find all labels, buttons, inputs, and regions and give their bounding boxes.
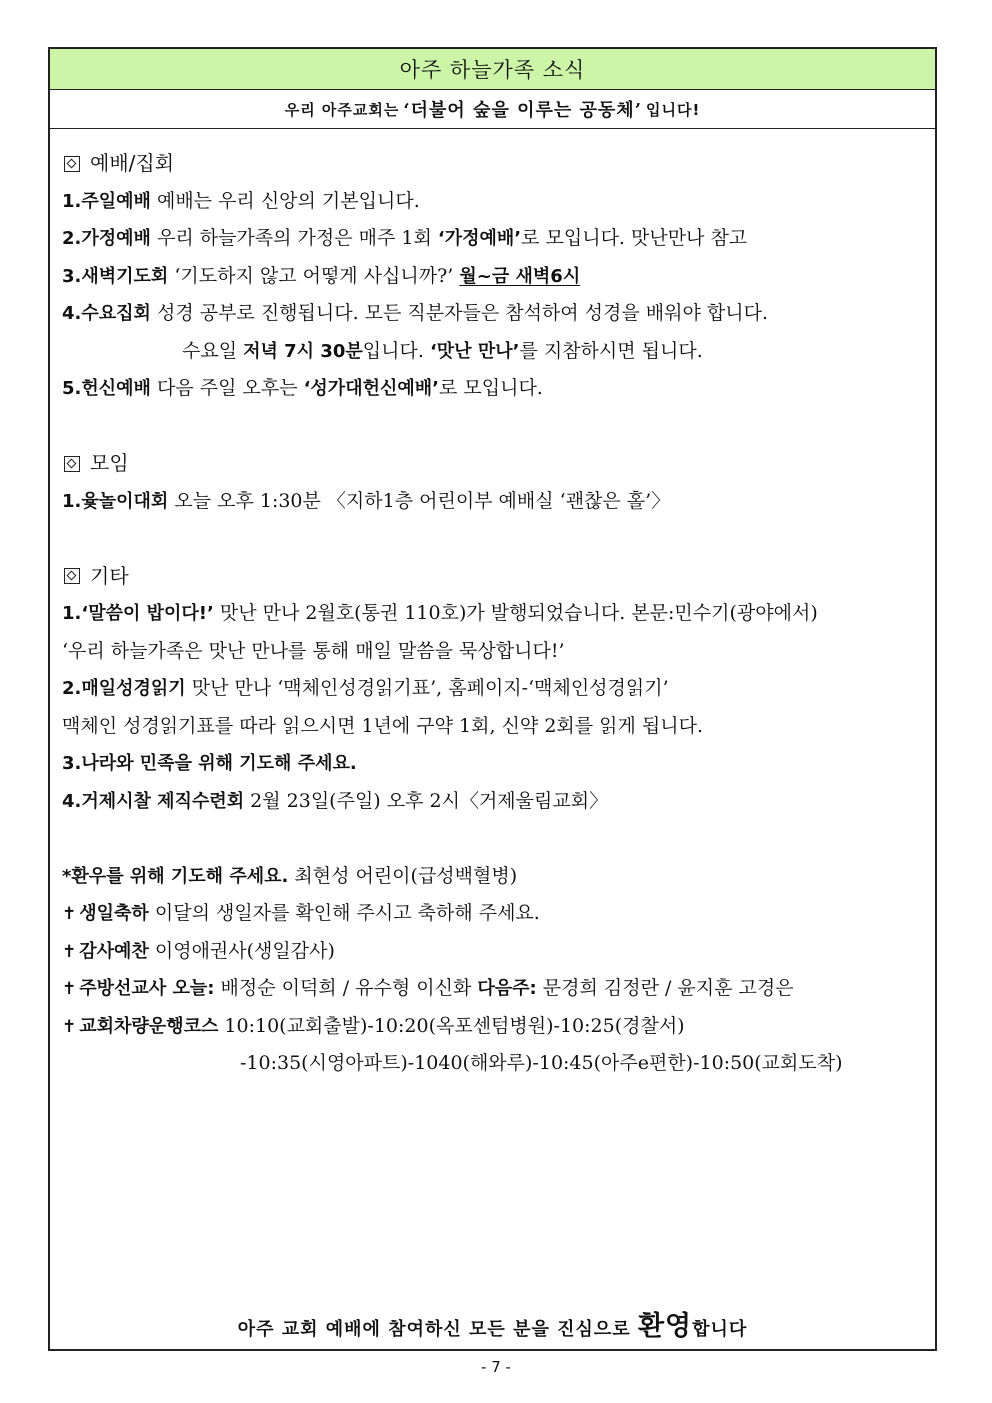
diamond-box-icon: [64, 568, 80, 584]
worship-item-dawn-prayer: 3.새벽기도회 ‘기도하지 않고 어떻게 사십니까?’ 월~금 새벽6시: [62, 264, 581, 287]
etc-item-bible-reading: 2.매일성경읽기 맛난 만나 ‘맥체인성경읽기표’, 홈페이지-‘맥체인성경읽기’: [62, 677, 669, 699]
etc-item-bible-reading-cont: 맥체인 성경읽기표를 따라 읽으시면 1년에 구약 1회, 신약 2회를 읽게 됩니다.: [62, 714, 704, 737]
motto-quote: ‘더불어 숲을 이루는 공동체’: [403, 100, 642, 121]
etc-item-nation-prayer: 3.나라와 민족을 위해 기도해 주세요.: [62, 753, 357, 774]
diamond-box-icon: [64, 456, 80, 472]
newsletter-title: [50, 49, 935, 90]
etc-item-retreat: 4.거제시찰 제직수련회 2월 23일(주일) 오후 2시〈거제울림교회〉: [62, 789, 609, 812]
page-number: - 7 -: [481, 1358, 511, 1376]
cross-icon: ✝: [62, 1016, 77, 1037]
motto-pre: 우리 아주교회는: [284, 100, 400, 119]
cross-icon: ✝: [62, 904, 77, 924]
worship-item-wednesday-cont: 수요일 저녁 7시 30분입니다. ‘맛난 만나’를 지참하시면 됩니다.: [182, 339, 703, 362]
cross-icon: ✝: [62, 941, 77, 962]
welcome-message: 아주 교회 예배에 참여하신 모든 분을 진심으로 환영합니다: [237, 1311, 748, 1342]
section-heading-gathering: 모임: [62, 445, 925, 483]
notice-birthday: ✝ 생일축하 이달의 생일자를 확인해 주시고 축하해 주세요.: [62, 902, 540, 924]
newsletter-content: [62, 145, 925, 1083]
title-text: 아주 하늘가족 소식: [399, 58, 586, 82]
etc-item-word: 1.‘말씀이 밥이다!’ 맛난 만나 2월호(통권 110호)가 발행되었습니다. 본문:민수기(광야에서): [62, 602, 818, 624]
gathering-item-yut: 1.윷놀이대회 오늘 오후 1:30분 〈지하1층 어린이부 예배실 ‘괜찮은 홀’〉: [62, 489, 671, 512]
worship-item-wednesday: 4.수요집회 성경 공부로 진행됩니다. 모든 직분자들은 참석하여 성경을 배워야 합니다.: [62, 302, 768, 324]
notice-prayer: *환우를 위해 기도해 주세요. 최현성 어린이(급성백혈병): [62, 864, 518, 887]
worship-item-family: 2.가정예배 우리 하늘가족의 가정은 매주 1회 ‘가정예배’로 모입니다. 맛난만나 참고: [62, 227, 748, 249]
notice-vehicle-cont: -10:35(시영아파트)-1040(해와루)-10:45(아주e편한)-10:50(교회도착): [240, 1052, 843, 1074]
worship-item-sunday: 1.주일예배 예배는 우리 신앙의 기본입니다.: [62, 189, 420, 212]
newsletter-frame: [48, 47, 937, 1351]
etc-item-word-cont: ‘우리 하늘가족은 맛난 만나를 통해 매일 말씀을 묵상합니다!’: [62, 639, 565, 662]
worship-item-dedication: 5.헌신예배 다음 주일 오후는 ‘성가대헌신예배’로 모입니다.: [62, 377, 543, 399]
cross-icon: ✝: [62, 979, 77, 999]
section-heading-etc: 기타: [62, 558, 925, 596]
notice-kitchen: ✝ 주방선교사 오늘: 배정순 이덕희 / 유수형 이신화 다음주: 문경희 김정란 / 윤지훈 고경은: [62, 977, 794, 999]
church-motto: [50, 90, 935, 129]
section-heading-worship: 예배/집회: [62, 145, 925, 183]
diamond-box-icon: [64, 156, 80, 172]
notice-vehicle: ✝ 교회차량운행코스 10:10(교회출발)-10:20(옥포센텀병원)-10:25(경찰서): [62, 1014, 685, 1037]
notice-thanks: ✝ 감사예찬 이영애권사(생일감사): [62, 939, 335, 962]
motto-post: 입니다!: [645, 100, 701, 119]
